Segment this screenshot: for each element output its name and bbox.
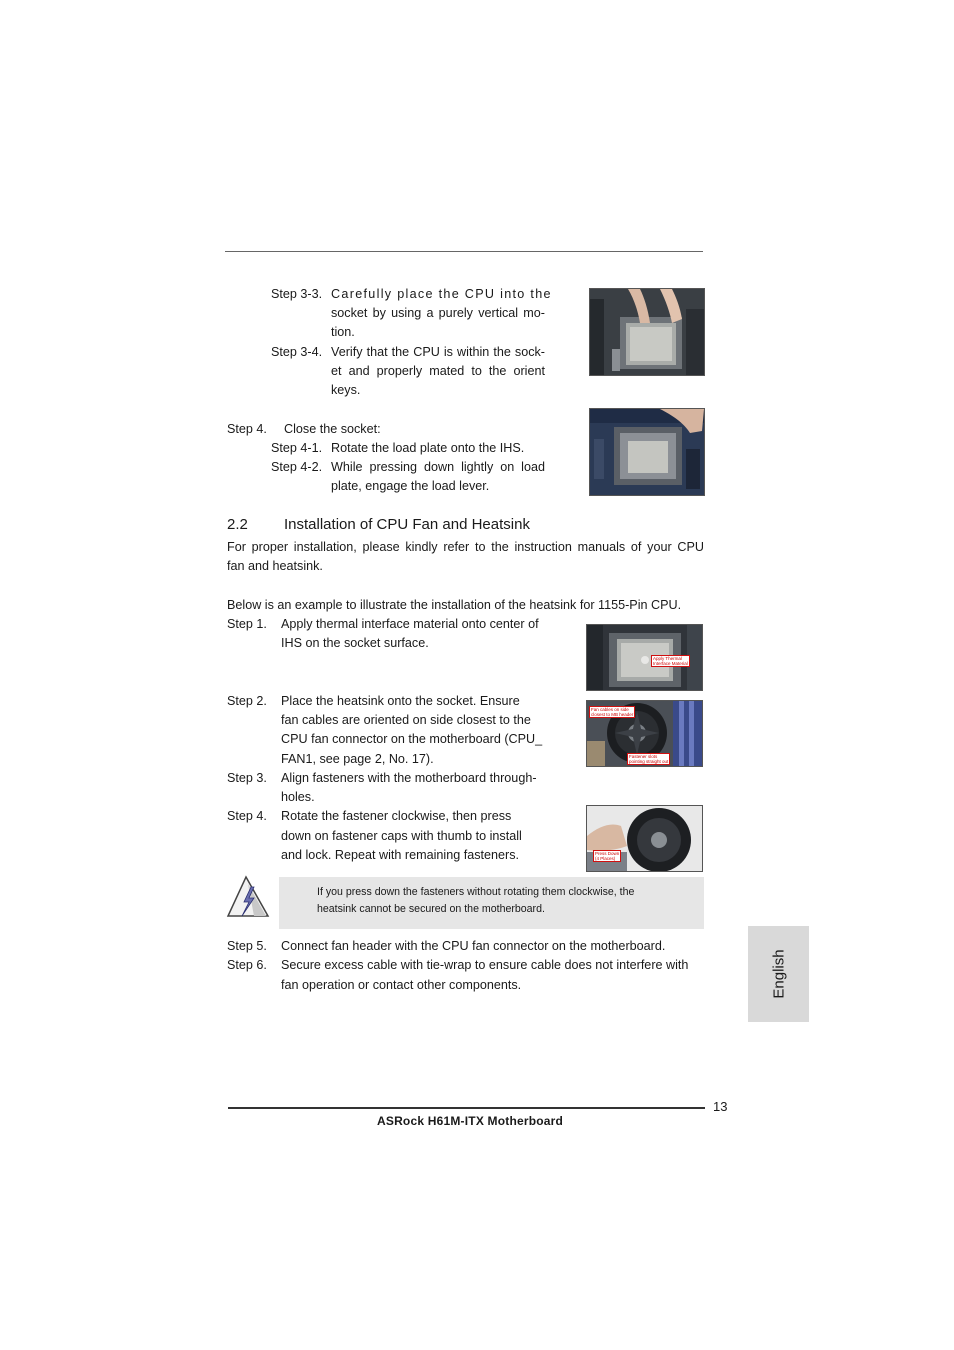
step-4-label: Step 4. <box>227 422 267 436</box>
fan-step-6-label: Step 6. <box>227 958 267 972</box>
fan-step-1-label: Step 1. <box>227 617 267 631</box>
step-4-text: Close the socket: <box>284 422 381 436</box>
step-3-4-line: et and properly mated to the orient <box>331 364 545 378</box>
intro-line: For proper installation, please kindly refer to the instruction manuals of your CPU <box>227 540 704 554</box>
thermal-material-photo <box>586 624 703 691</box>
step-3-3-line: tion. <box>331 325 355 339</box>
note-line: If you press down the fasteners without rotating them clockwise, the <box>317 886 635 898</box>
callout-press-down <box>593 850 621 862</box>
cpu-placement-photo <box>589 288 705 376</box>
header-rule <box>225 251 703 252</box>
fan-step-1-line: IHS on the socket surface. <box>281 636 429 650</box>
callout-thermal <box>651 655 690 667</box>
fan-step-2-line: CPU fan connector on the motherboard (CPU_ <box>281 732 543 746</box>
fan-step-6-line: fan operation or contact other components. <box>281 978 522 992</box>
callout-line: Interface Material <box>653 661 688 666</box>
step-4-1-label: Step 4-1. <box>271 441 323 455</box>
step-4-2-label: Step 4-2. <box>271 460 323 474</box>
page-number: 13 <box>713 1099 728 1114</box>
fan-step-2-line: fan cables are oriented on side closest to the <box>281 713 531 727</box>
step-4-2-line: plate, engage the load lever. <box>331 479 490 493</box>
fan-step-5-text: Connect fan header with the CPU fan connector on the motherboard. <box>281 939 666 953</box>
callout-line: (4 Places) <box>595 856 616 861</box>
fan-step-3-label: Step 3. <box>227 771 267 785</box>
callout-line: pointing straight out <box>629 759 669 764</box>
language-tab-label: English <box>770 949 787 999</box>
fan-step-4-line: Rotate the fastener clockwise, then press <box>281 809 512 823</box>
warning-triangle-icon <box>224 874 272 920</box>
footer-product: ASRock H61M-ITX Motherboard <box>377 1114 564 1128</box>
note-box <box>279 877 704 929</box>
callout-fan-cables <box>589 706 635 718</box>
fastener-press-photo <box>586 805 703 872</box>
section-title: Installation of CPU Fan and Heatsink <box>284 516 530 533</box>
language-tab <box>748 926 809 1022</box>
fan-step-2-line: Place the heatsink onto the socket. Ensure <box>281 694 520 708</box>
section-number: 2.2 <box>227 516 248 533</box>
footer-rule <box>228 1107 705 1109</box>
callout-line: Press Down <box>595 851 620 856</box>
fan-step-3-line: holes. <box>281 790 315 804</box>
fan-step-4-label: Step 4. <box>227 809 267 823</box>
step-3-4-line: keys. <box>331 383 361 397</box>
note-line: heatsink cannot be secured on the motherboard. <box>317 903 545 915</box>
fan-step-1-line: Apply thermal interface material onto center of <box>281 617 539 631</box>
step-4-1-text: Rotate the load plate onto the IHS. <box>331 441 525 455</box>
step-4-2-line: While pressing down lightly on load <box>331 460 545 474</box>
fan-step-3-line: Align fasteners with the motherboard through- <box>281 771 537 785</box>
callout-fastener-slots <box>627 753 670 765</box>
callout-line: Apply Thermal <box>653 656 682 661</box>
fan-step-4-line: down on fastener caps with thumb to install <box>281 829 522 843</box>
step-3-4-label: Step 3-4. <box>271 345 323 359</box>
step-3-3-label: Step 3-3. <box>271 287 323 301</box>
fan-step-6-line: Secure excess cable with tie-wrap to ensure cable does not interfere with <box>281 958 689 972</box>
fan-step-5-label: Step 5. <box>227 939 267 953</box>
heatsink-placement-photo <box>586 700 703 767</box>
callout-line: Fan cables on side <box>591 707 629 712</box>
example-line: Below is an example to illustrate the installation of the heatsink for 1155-Pin CPU. <box>227 598 682 612</box>
fan-step-2-line: FAN1, see page 2, No. 17). <box>281 752 434 766</box>
close-socket-photo <box>589 408 705 496</box>
step-3-3-line: socket by using a purely vertical mo- <box>331 306 545 320</box>
fan-step-2-label: Step 2. <box>227 694 267 708</box>
fan-step-4-line: and lock. Repeat with remaining fasteners. <box>281 848 520 862</box>
step-3-4-line: Verify that the CPU is within the sock- <box>331 345 545 359</box>
step-3-3-line: Carefully place the CPU into the <box>331 287 552 301</box>
callout-line: Fastener slots <box>629 754 658 759</box>
intro-line: fan and heatsink. <box>227 559 323 573</box>
callout-line: closest to MB header <box>591 712 634 717</box>
